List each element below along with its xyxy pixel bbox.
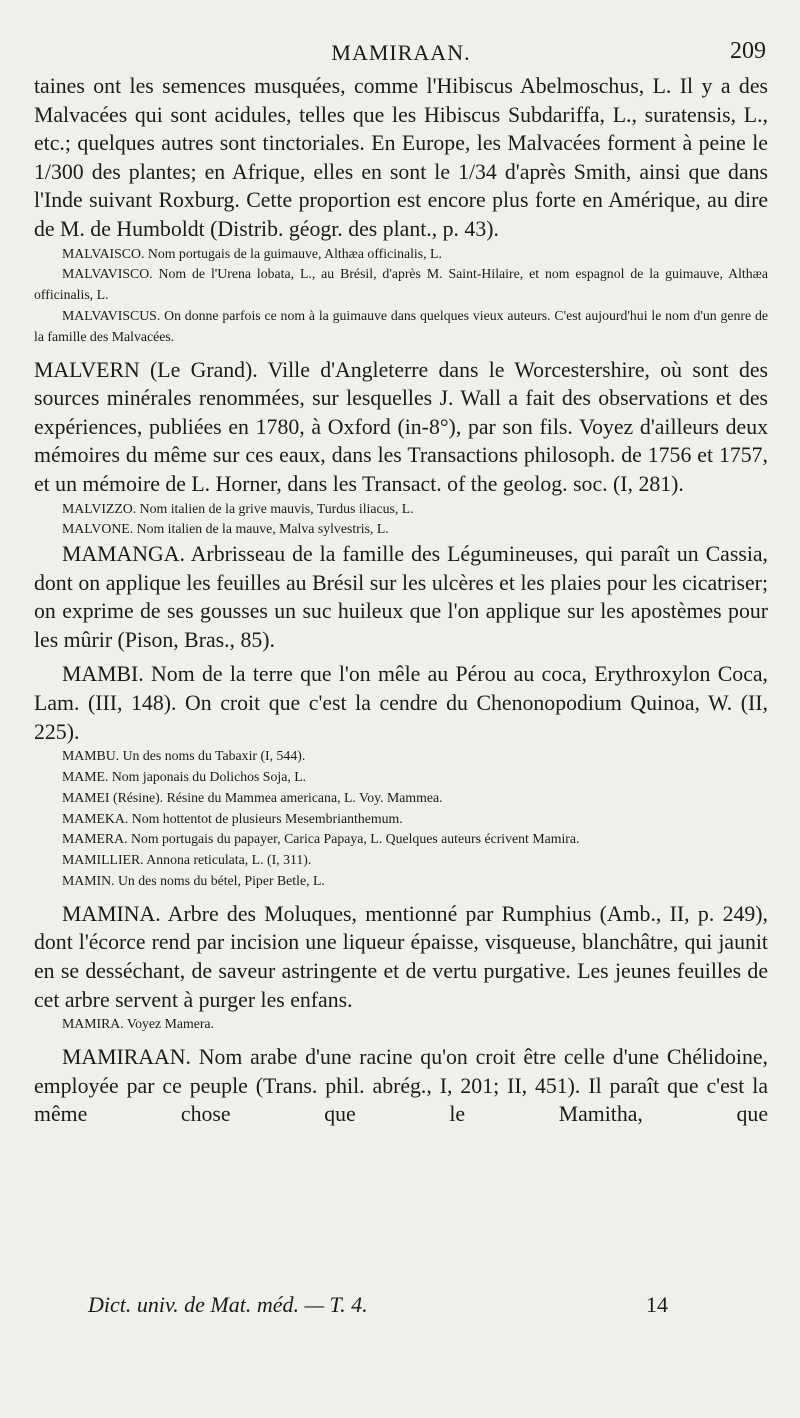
entry-paragraph: MALVAVISCO. Nom de l'Urena lobata, L., au Brésil, d'après M. Saint-Hilaire, et nom espagnol de la guimauve, Althæa officinalis, L.	[34, 266, 768, 303]
entry-paragraph: MAMILLIER. Annona reticulata, L. (I, 311).	[62, 852, 312, 868]
entry-paragraph: MAMINA. Arbre des Moluques, mentionné par Rumphius (Amb., II, p. 249), dont l'écorce rend par incision une liqueur épaisse, visqueuse, blanchâtre, qui jaunit en se desséchant, de saveur astringente et de vertu purgative. Les jeunes feuilles de cet arbre servent à purger les enfans.	[34, 901, 768, 1012]
entry-paragraph: MAMEKA. Nom hottentot de plusieurs Mesembrianthemum.	[62, 810, 403, 826]
running-title: MAMIRAAN.	[331, 40, 471, 65]
entry-paragraph: taines ont les semences musquées, comme l'Hibiscus Abelmoschus, L. Il y a des Malvacées qui sont acidules, telles que les Hibiscus Subdariffa, L., suratensis, L., etc.; quelques autres sont tinctoriales. En Europe, les Malvacées forment à peine le 1/300 des plantes; en Afrique, elles en sont le 1/34 d'après Smith, ainsi que dans l'Inde suivant Roxburg. Cette proportion est encore plus forte en Amérique, au dire de M. de Humboldt (Distrib. géogr. des plant., p. 43).	[34, 74, 768, 241]
entry-paragraph: MAMIN. Un des noms du bétel, Piper Betle, L.	[62, 873, 325, 889]
page-number: 209	[730, 38, 766, 64]
entry-paragraph: MAMBI. Nom de la terre que l'on mêle au Pérou au coca, Erythroxylon Coca, Lam. (III, 148). On croit que c'est la cendre du Chenonopodium Quinoa, W. (II, 225).	[34, 662, 768, 744]
running-header	[34, 40, 768, 70]
entry-paragraph: MALVONE. Nom italien de la mauve, Malva sylvestris, L.	[62, 521, 389, 537]
body-text	[34, 72, 768, 1129]
page	[34, 0, 768, 1418]
entry-paragraph: MALVAISCO. Nom portugais de la guimauve, Althæa officinalis, L.	[62, 245, 442, 261]
entry-paragraph: MALVIZZO. Nom italien de la grive mauvis, Turdus iliacus, L.	[62, 500, 414, 516]
footer	[88, 1292, 668, 1322]
entry-paragraph: MAMERA. Nom portugais du papayer, Carica Papaya, L. Quelques auteurs écrivent Mamira.	[62, 831, 580, 847]
footer-text: Dict. univ. de Mat. méd. — T. 4.	[88, 1292, 368, 1317]
entry-paragraph: MAME. Nom japonais du Dolichos Soja, L.	[62, 769, 307, 785]
entry-paragraph: MALVERN (Le Grand). Ville d'Angleterre dans le Worcestershire, où sont des sources minérales renommées, sur lesquelles J. Wall a fait des observations et des expériences, publiées en 1780, à Oxford (in-8°), par son fils. Voyez d'ailleurs deux mémoires du même sur ces eaux, dans les Transactions philosoph. de 1756 et 1757, et un mémoire de L. Horner, dans les Transact. of the geolog. soc. (I, 281).	[34, 357, 768, 496]
entry-paragraph: MAMBU. Un des noms du Tabaxir (I, 544).	[62, 748, 306, 764]
entry-paragraph: MALVAVISCUS. On donne parfois ce nom à la guimauve dans quelques vieux auteurs. C'est aujourd'hui le nom d'un genre de la famille des Malvacées.	[34, 307, 768, 344]
entry-paragraph: MAMIRAAN. Nom arabe d'une racine qu'on croit être celle d'une Chélidoine, employée par ce peuple (Trans. phil. abrég., I, 201; II, 451). Il paraît que c'est la même chose que le Mamitha, que	[34, 1045, 768, 1127]
entry-paragraph: MAMIRA. Voyez Mamera.	[62, 1016, 215, 1032]
entry-paragraph: MAMANGA. Arbrisseau de la famille des Légumineuses, qui paraît un Cassia, dont on applique les feuilles au Brésil sur les ulcères et les plaies pour les cicatriser; on exprime de ses gousses un suc huileux que l'on applique sur les apostèmes pour les mûrir (Pison, Bras., 85).	[34, 542, 768, 652]
signature-mark: 14	[646, 1292, 668, 1317]
entry-paragraph: MAMEI (Résine). Résine du Mammea americana, L. Voy. Mammea.	[62, 789, 443, 805]
